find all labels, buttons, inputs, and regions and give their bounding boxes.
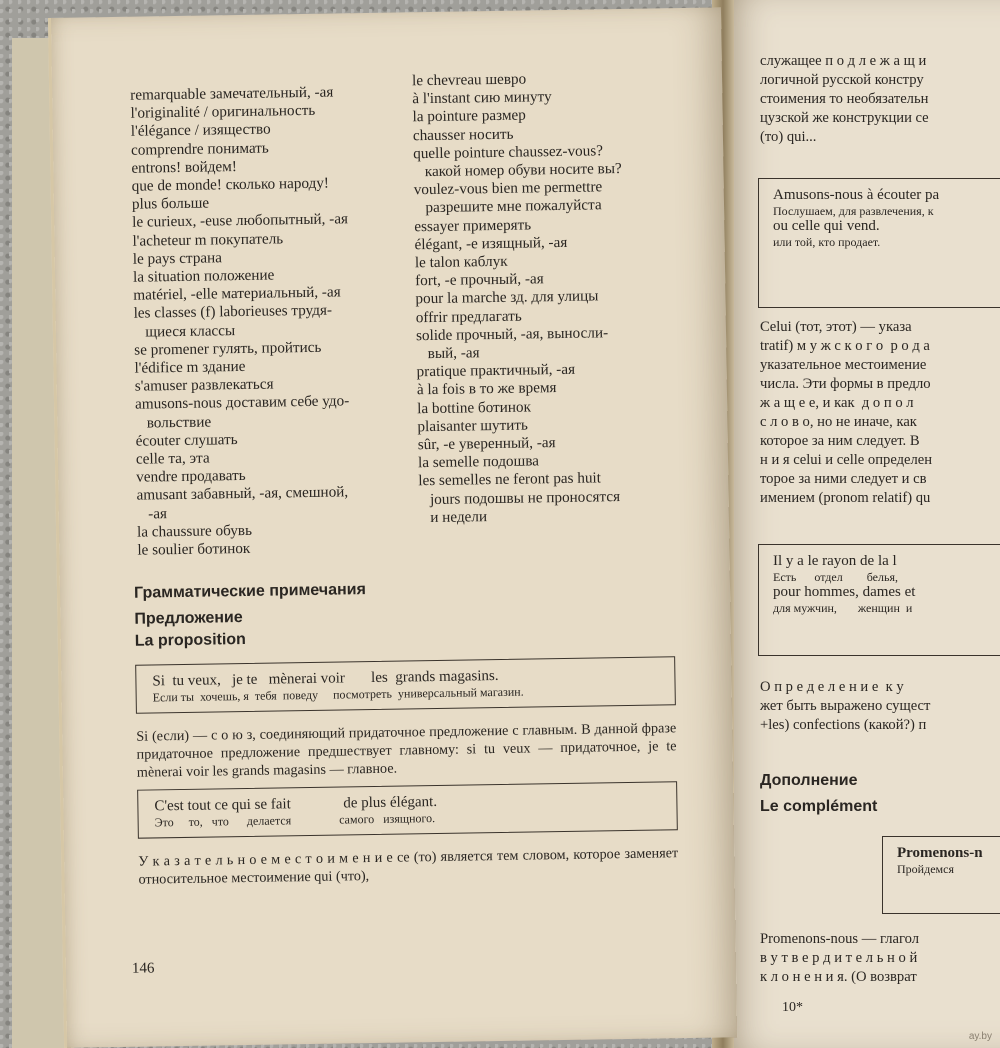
box2-russian-2: для мужчин, женщин и: [773, 601, 913, 615]
vocab-entry: essayer примерять: [414, 216, 532, 235]
vocab-entry: à la fois в то же время: [416, 379, 557, 399]
text-line: ж а щ е е, и как д о п о л: [760, 395, 914, 411]
vocab-entry: voulez-vous bien me permettre: [413, 178, 603, 199]
vocab-entry: l'originalité / оригинальность: [130, 102, 316, 122]
grammar-section: [134, 576, 679, 896]
right-text-top: [760, 52, 1000, 147]
vocab-entry: comprendre понимать: [130, 139, 269, 159]
text-line: указательное местоимение: [760, 357, 927, 373]
vocab-entry: разрешите мне пожалуйста: [413, 196, 602, 217]
text-line: жет быть выражено сущест: [760, 698, 931, 714]
text-line: цузской же конструкции се: [760, 110, 929, 126]
example-box-2: [137, 781, 678, 838]
vocab-entry: élégant, -e изящный, -ая: [414, 233, 568, 254]
vocab-entry: la situation положение: [132, 266, 275, 286]
vocab-entry: celle та, эта: [135, 449, 210, 468]
text-line: н и я celui и celle определен: [760, 452, 933, 468]
paragraph-si: Si (если) — с о ю з, соединяющий придаточное предложение с главным. В данной фразе придаточное предложение предшествует главному: si tu veux — придаточное, je te mènerai voir les grands magasins — главное.: [136, 720, 677, 781]
vocab-entry: que de monde! сколько народу!: [131, 174, 330, 195]
box1-french-1: Amusons-nous à écouter pa: [773, 187, 940, 203]
vocab-entry: les classes (f) laborieuses трудя-: [133, 302, 333, 323]
vocab-entry: écouter слушать: [135, 430, 238, 450]
vocab-entry: s'amuser развлекаться: [134, 375, 274, 395]
vocab-entry: l'élégance / изящество: [130, 120, 271, 141]
text-line: (то) qui...: [760, 129, 817, 145]
vocab-entry: l'acheteur m покупатель: [132, 229, 284, 250]
text-line: Promenons-nous — глагол: [760, 931, 920, 947]
vocab-entry: à l'instant сию минуту: [412, 88, 552, 108]
text-line: имением (pronom relatif) qu: [760, 490, 931, 506]
text-line: к л о н е н и я. (О возврат: [760, 969, 917, 985]
text-line: которое за ним следует. В: [760, 433, 920, 449]
box1-french-2: ou celle qui vend.: [773, 218, 880, 234]
text-line: +les) confections (какой?) п: [760, 717, 927, 733]
box1-russian-1: Послушаем, для развлечения, к: [773, 204, 934, 218]
vocab-column-1: [130, 83, 353, 560]
vocab-entry: щиеся классы: [133, 321, 236, 341]
example-2-french: C'est tout ce qui se fait de plus élégant.: [154, 793, 438, 815]
example-2-russian: Это то, что делается самого изящного.: [154, 811, 436, 830]
right-text-bottom: [760, 930, 1000, 987]
vocab-entry: le talon каблук: [414, 252, 508, 272]
vocab-entry: matériel, -elle материальный, -ая: [133, 283, 341, 304]
grammar-heading: Грамматические примечания: [133, 581, 367, 602]
vocab-entry: pratique практичный, -ая: [416, 361, 576, 381]
box2-russian-1: Есть отдел белья,: [773, 570, 898, 584]
vocab-entry: le chevreau шевро: [411, 70, 527, 90]
vocab-entry: chausser носить: [412, 125, 514, 144]
vocab-entry: l'édifice m здание: [134, 357, 246, 377]
vocab-entry: la chaussure обувь: [136, 521, 253, 541]
text-line: Celui (тот, этот) — указа: [760, 319, 912, 335]
vocab-entry: -ая: [136, 504, 168, 523]
box1-russian-2: или той, кто продает.: [773, 235, 881, 249]
right-example-box-3: [882, 836, 1000, 914]
example-1-russian: Если ты хочешь, я тебя поведу посмотреть универсальный магазин.: [152, 684, 524, 705]
vocab-column-2: [412, 69, 627, 527]
page-number-right: 10*: [782, 1000, 803, 1015]
vocab-entry: sûr, -e уверенный, -ая: [417, 434, 556, 454]
box3-russian: Пройдемся: [897, 862, 954, 876]
right-text-low: [760, 678, 1000, 735]
vocab-entry: entrons! войдем!: [131, 157, 237, 177]
text-line: стоимения то необязательн: [760, 91, 929, 107]
text-line: О п р е д е л е н и е к у: [760, 679, 904, 695]
paragraph-ce: У к а з а т е л ь н о е м е с т о и м е н и е ce (то) является тем словом, которое заменяет относительное местоимение qui (что),: [138, 845, 679, 888]
box3-french: Promenons-n: [897, 845, 983, 861]
box2-french-1: Il y a le rayon de la l: [773, 553, 897, 569]
vocab-entry: remarquable замечательный, -ая: [130, 83, 334, 104]
vocab-entry: la pointure размер: [412, 106, 526, 126]
right-page-content: [722, 0, 1000, 1048]
text-line: с л о в о, но не иначе, как: [760, 414, 917, 430]
left-page: [48, 7, 737, 1047]
text-line: служащее п о д л е ж а щ и: [760, 53, 927, 69]
complement-heading-ru: Дополнение: [760, 772, 858, 789]
text-line: логичной русской констру: [760, 72, 924, 88]
vocab-entry: le pays страна: [132, 249, 223, 268]
text-line: торое за ними следует и св: [760, 471, 927, 487]
page-number-left: 146: [131, 960, 155, 977]
vocab-entry: fort, -e прочный, -ая: [415, 270, 544, 290]
vocab-entry: plaisanter шутить: [417, 416, 529, 436]
text-line: в у т в е р д и т е л ь н о й: [760, 950, 918, 966]
watermark: ay.by: [968, 1031, 992, 1042]
right-example-box-2: [758, 544, 1000, 656]
vocab-entry: pour la marche зд. для улицы: [415, 287, 599, 308]
vocab-entry: vendre продавать: [136, 467, 246, 486]
vocab-entry: plus больше: [131, 194, 210, 213]
vocab-entry: вольствие: [135, 413, 212, 432]
example-box-1: [135, 656, 676, 713]
vocab-entry: les semelles ne feront pas huit: [418, 469, 602, 490]
example-1-french: Si tu veux, je te mènerai voir les grands magasins.: [152, 668, 499, 690]
box2-french-2: pour hommes, dames et: [773, 584, 916, 600]
vocab-entry: amusant забавный, -ая, смешной,: [136, 483, 349, 505]
vocab-entry: solide прочный, -ая, выносли-: [415, 324, 609, 345]
vocab-entry: le soulier ботинок: [137, 539, 251, 559]
sentence-heading-ru: Предложение: [134, 609, 243, 628]
vocab-entry: la bottine ботинок: [417, 398, 532, 417]
vocab-entry: вый, -ая: [416, 344, 480, 363]
vocab-entry: и недели: [418, 508, 488, 527]
complement-heading-fr: Le complément: [760, 798, 878, 815]
vocab-entry: se promener гулять, пройтись: [134, 338, 322, 359]
vocab-entry: la semelle подошва: [417, 452, 540, 472]
text-line: tratif) м у ж с к о г о р о д а: [760, 338, 930, 354]
text-line: числа. Эти формы в предло: [760, 376, 931, 392]
vocab-entry: offrir предлагать: [415, 307, 522, 326]
right-example-box-1: [758, 178, 1000, 308]
vocab-entry: jours подошвы не проносятся: [418, 487, 621, 508]
vocab-entry: какой номер обуви носите вы?: [413, 160, 622, 181]
right-text-mid: [760, 318, 1000, 508]
sentence-heading-fr: La proposition: [134, 630, 247, 650]
vocab-entry: le curieux, -euse любопытный, -ая: [132, 210, 349, 232]
vocab-entry: quelle pointure chaussez-vous?: [413, 142, 604, 163]
vocab-entry: amusons-nous доставим себе удо-: [134, 392, 350, 414]
